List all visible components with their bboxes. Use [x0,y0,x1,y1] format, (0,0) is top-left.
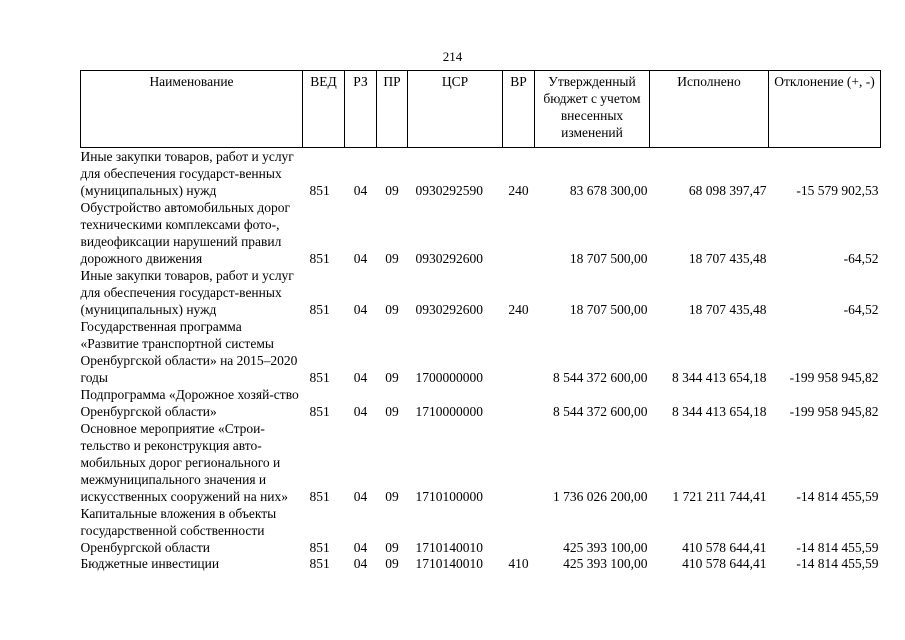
row-budget: 8 544 372 600,00 [553,370,648,385]
row-name: Иные закупки товаров, работ и услуг для обеспечения государст-венных (муниципальных) нужд [80,268,294,317]
row-executed: 410 578 644,41 [682,540,767,555]
table-row [81,318,881,386]
table-row [81,148,881,200]
row-vr [503,420,535,505]
header-budget: Утвержденный бюджет с учетом внесенных изменений [535,71,650,148]
row-rz: 04 [353,183,368,198]
header-pr: ПР [377,71,408,148]
row-csr: 0930292600 [415,302,483,317]
row-deviation: -64,52 [843,251,879,266]
table-header-row [81,71,881,148]
row-vr [503,505,535,556]
row-rz: 04 [353,404,368,419]
row-deviation: -199 958 945,82 [789,404,879,419]
header-ved: ВЕД [303,71,345,148]
row-budget: 1 736 026 200,00 [553,489,648,504]
row-rz: 04 [353,540,368,555]
header-deviation: Отклонение (+, -) [769,71,881,148]
row-pr: 09 [385,183,399,198]
row-pr: 09 [385,404,399,419]
row-rz: 04 [353,556,368,571]
row-rz: 04 [353,302,368,317]
row-name: Государственная программа «Развитие транспортной системы Оренбургской области» на 2015–2020 годы [80,319,298,385]
row-ved: 851 [309,183,330,198]
row-executed: 8 344 413 654,18 [672,370,767,385]
row-csr: 1710000000 [415,404,483,419]
row-csr: 1700000000 [415,370,483,385]
page-number: 214 [442,49,463,64]
header-rz: РЗ [345,71,377,148]
row-deviation: -64,52 [843,302,879,317]
row-vr [503,199,535,267]
row-name: Основное мероприятие «Строи-тельство и реконструкция авто-мобильных дорог регионального и межмуниципального значения и искусственных сооружений на них» [80,421,289,504]
row-pr: 09 [385,556,399,571]
row-ved: 851 [309,556,330,571]
table-row [81,386,881,420]
row-rz: 04 [353,370,368,385]
row-budget: 425 393 100,00 [563,540,648,555]
row-executed: 18 707 435,48 [688,302,767,317]
header-csr: ЦСР [408,71,503,148]
row-executed: 8 344 413 654,18 [672,404,767,419]
row-ved: 851 [309,251,330,266]
row-budget: 425 393 100,00 [563,556,648,571]
row-rz: 04 [353,489,368,504]
row-ved: 851 [309,370,330,385]
row-vr: 240 [508,183,529,198]
row-pr: 09 [385,302,399,317]
row-csr: 0930292600 [415,251,483,266]
row-deviation: -14 814 455,59 [796,489,879,504]
row-vr: 410 [508,556,529,571]
table-row [81,505,881,556]
row-deviation: -199 958 945,82 [789,370,879,385]
row-budget: 18 707 500,00 [569,302,648,317]
row-ved: 851 [309,489,330,504]
row-pr: 09 [385,540,399,555]
row-executed: 18 707 435,48 [688,251,767,266]
row-name: Бюджетные инвестиции [80,556,220,571]
row-ved: 851 [309,302,330,317]
row-budget: 83 678 300,00 [569,183,648,198]
row-csr: 1710140010 [415,556,483,571]
row-deviation: -14 814 455,59 [796,556,879,571]
row-executed: 1 721 211 744,41 [672,489,767,504]
table-row [81,267,881,318]
row-budget: 8 544 372 600,00 [553,404,648,419]
row-ved: 851 [309,404,330,419]
row-vr [503,386,535,420]
row-pr: 09 [385,251,399,266]
row-name: Капитальные вложения в объекты государственной собственности Оренбургской области [80,506,277,555]
row-csr: 1710140010 [415,540,483,555]
row-pr: 09 [385,370,399,385]
row-csr: 1710100000 [415,489,483,504]
table-row [81,199,881,267]
row-pr: 09 [385,489,399,504]
header-name: Наименование [81,71,303,148]
header-executed: Исполнено [650,71,769,148]
row-name: Подпрограмма «Дорожное хозяй-ство Оренбургской области» [80,387,299,419]
row-executed: 68 098 397,47 [688,183,767,198]
row-rz: 04 [353,251,368,266]
row-deviation: -15 579 902,53 [796,183,879,198]
row-name: Обустройство автомобильных дорог техническими комплексами фото-, видеофиксации нарушений правил дорожного движения [80,200,291,266]
row-ved: 851 [309,540,330,555]
row-deviation: -14 814 455,59 [796,540,879,555]
row-csr: 0930292590 [415,183,483,198]
row-executed: 410 578 644,41 [682,556,767,571]
table-row [81,556,881,572]
table-row [81,420,881,505]
row-vr [503,318,535,386]
budget-table [80,70,881,572]
row-name: Иные закупки товаров, работ и услуг для обеспечения государст-венных (муниципальных) нужд [80,149,294,198]
row-vr: 240 [508,302,529,317]
row-budget: 18 707 500,00 [569,251,648,266]
header-vr: ВР [503,71,535,148]
